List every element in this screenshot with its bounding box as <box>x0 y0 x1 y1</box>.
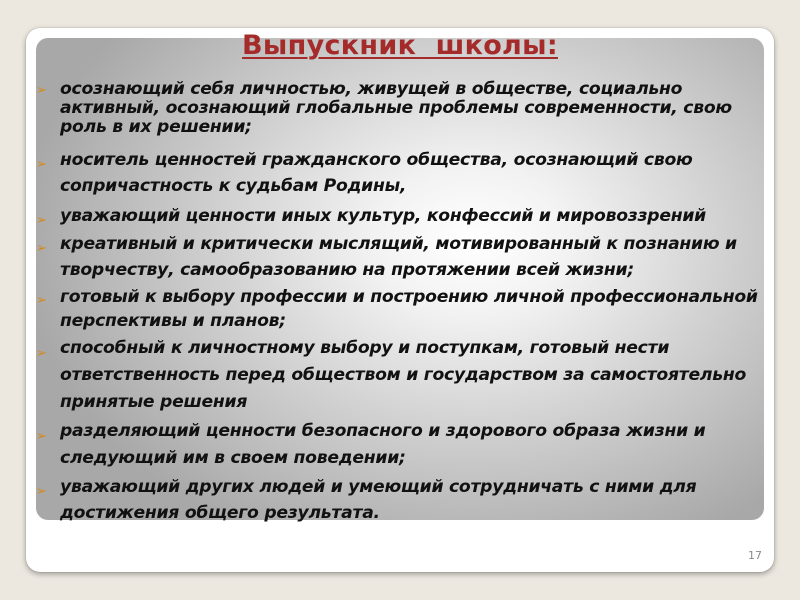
bullet-item <box>34 80 780 137</box>
bullet-text: носитель ценностей гражданского общества, осознающий свою сопричастность к судьбам Родины, <box>60 150 693 196</box>
arrow-bullet-icon: ➢ <box>36 484 47 499</box>
bullet-item <box>34 474 780 526</box>
arrow-bullet-icon: ➢ <box>36 157 47 172</box>
arrow-bullet-icon: ➢ <box>36 213 47 228</box>
bullet-text: разделяющий ценности безопасного и здорового образа жизни и следующий им в своем поведении; <box>60 421 706 468</box>
bullet-text: уважающий других людей и умеющий сотрудничать с ними для достижения общего результата. <box>60 477 697 523</box>
bullet-item <box>34 147 780 199</box>
arrow-bullet-icon: ➢ <box>36 83 47 98</box>
bullet-text: осознающий себя личностью, живущей в обществе, социально активный, осознающий глобальные проблемы современности, свою роль в их решении; <box>60 79 732 137</box>
bullet-text: креативный и критически мыслящий, мотивированный к познанию и творчеству, самообразованию на протяжении всей жизни; <box>60 234 737 280</box>
bullet-item <box>34 231 780 283</box>
bullet-item <box>34 203 780 229</box>
bullet-text: уважающий ценности иных культур, конфессий и мировоззрений <box>60 206 706 226</box>
bullet-list <box>34 80 780 526</box>
arrow-bullet-icon: ➢ <box>36 241 47 256</box>
bullet-text: способный к личностному выбору и поступкам, готовый нести ответственность перед обществом и государством за самостоятельно принятые решения <box>60 338 747 412</box>
bullet-item <box>34 418 780 472</box>
arrow-bullet-icon: ➢ <box>36 346 47 361</box>
bullet-item <box>34 335 780 416</box>
slide-title: Выпускник школы: <box>242 30 558 61</box>
arrow-bullet-icon: ➢ <box>36 429 47 444</box>
bullet-item <box>34 285 780 333</box>
arrow-bullet-icon: ➢ <box>36 293 47 308</box>
bullet-text: готовый к выбору профессии и построению личной профессиональной перспективы и планов; <box>60 287 758 331</box>
page-number: 17 <box>748 549 762 562</box>
